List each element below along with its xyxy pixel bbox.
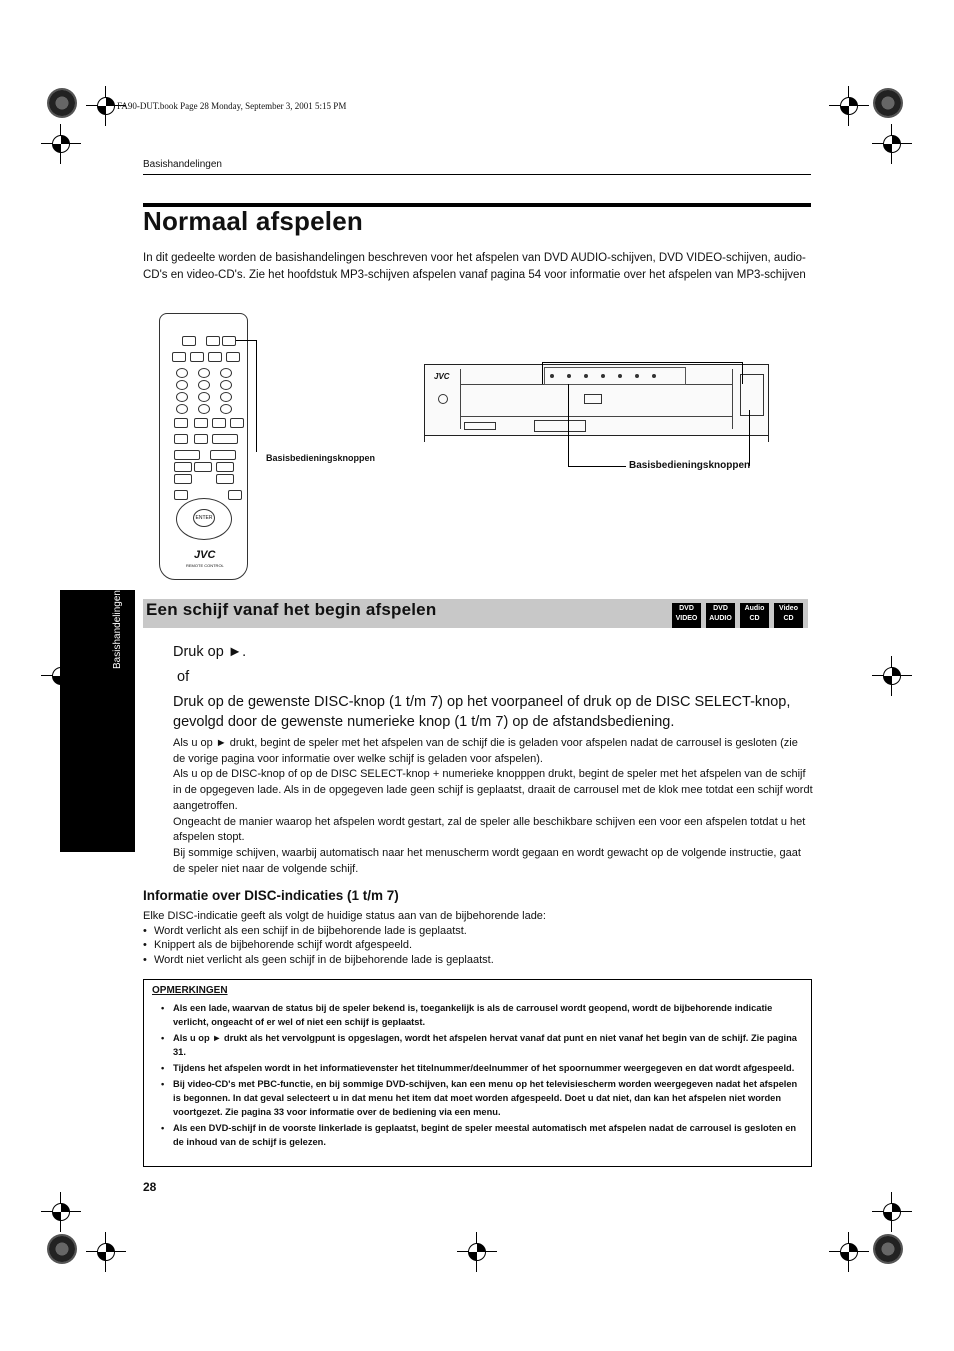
note-item: • Als u op ► drukt als het vervolgpunt is opgeslagen, wordt het afspelen hervat vanaf dat punt en niet vanaf het begin van de schijf. Zie pagina 31.	[161, 1032, 801, 1059]
remote-brand: JVC	[194, 549, 216, 561]
callout-line	[749, 410, 750, 466]
note-item: • Als een lade, waarvan de status bij de speler bekend is, toegankelijk is als de carrousel wordt geopend, wordt de bijbehorende indicatie verlicht, ongeacht of er wel of niet een schijf is geplaatst.	[161, 1002, 801, 1029]
page-number: 28	[143, 1180, 157, 1194]
disc-info	[143, 909, 803, 968]
step-explanation	[173, 736, 813, 877]
video-cd-badge-icon: Video CD	[774, 603, 803, 628]
page-title: Normaal afspelen	[143, 206, 363, 236]
intro-paragraph: In dit gedeelte worden de basishandelingen beschreven voor het afspelen van DVD AUDIO-schijven, DVD VIDEO-schijven, audio-CD's en video-CD's. Zie het hoofdstuk MP3-schijven afspelen vanaf pagina 54 voor informatie over het afspelen van MP3-schijven	[143, 252, 806, 281]
side-tab-label: Basishandelingen	[112, 590, 123, 669]
audio-cd-badge-icon: Audio CD	[740, 603, 769, 628]
crop-mark-icon	[872, 656, 912, 696]
step-play: Druk op ►.	[173, 644, 247, 660]
section-title: Een schijf vanaf het begin afspelen	[146, 600, 437, 619]
remote-caption: REMOTE CONTROL	[186, 563, 224, 568]
callout-line	[256, 340, 257, 452]
file-info: FA90-DUT.book Page 28 Monday, September 3, 2001 5:15 PM	[117, 101, 347, 111]
disc-info-lead: Elke DISC-indicatie geeft als volgt de huidige status aan van de bijbehorende lade:	[143, 910, 546, 922]
paragraph: Als u op ► drukt, begint de speler met het afspelen van de schijf die is geladen voor afspelen nadat de carrousel is gesloten (zie de vorige pagina voor informatie over welke schijf is geladen voor afspelen).	[173, 737, 798, 765]
dvd-audio-badge-icon: DVD AUDIO	[706, 603, 735, 628]
registration-dot-icon	[47, 1234, 77, 1264]
callout-line	[568, 384, 569, 466]
dvd-video-badge-icon: DVD VIDEO	[672, 603, 701, 628]
dvd-player-illustration	[424, 364, 767, 442]
step-or: of	[177, 669, 190, 685]
list-item: • Knippert als de bijbehorende schijf wordt afgespeeld.	[143, 938, 803, 953]
callout-line	[542, 362, 543, 384]
remote-control-illustration: ENTER JVC REMOTE CONTROL	[159, 313, 248, 580]
list-item: • Wordt verlicht als een schijf in de bijbehorende lade is geplaatst.	[143, 924, 803, 939]
player-brand: JVC	[434, 372, 450, 381]
crop-mark-icon	[829, 1232, 869, 1272]
crop-mark-icon	[457, 1232, 497, 1272]
step-disc-select: Druk op de gewenste DISC-knop (1 t/m 7) op het voorpaneel of druk op de DISC SELECT-knop, gevolgd door de gewenste numerieke knop (1 t/m 7) op de afstandsbediening.	[173, 694, 791, 730]
notes-box	[143, 979, 812, 1167]
note-item: • Tijdens het afspelen wordt in het informatievenster het titelnummer/deelnummer of het spoornummer weergegeven en dat wordt afgespeeld.	[161, 1062, 801, 1076]
registration-dot-icon	[873, 1234, 903, 1264]
disc-info-heading: Informatie over DISC-indicaties (1 t/m 7)	[143, 888, 399, 903]
note-item: • Bij video-CD's met PBC-functie, en bij sommige DVD-schijven, kan een menu op het televisiescherm worden weergegeven nadat het afspelen is begonnen. In dat geval selecteert u in dat menu het item dat moet worden afgespeeld. Doet u dat niet, dan kan het afspelen niet worden voortgezet. Zie pagina 33 voor informatie over de bediening via een menu.	[161, 1078, 801, 1119]
note-item: • Als een DVD-schijf in de voorste linkerlade is geplaatst, begint de speler meestal automatisch met afspelen nadat de carrousel is gesloten en de inhoud van de schijf is gelezen.	[161, 1122, 801, 1149]
player-callout-label: Basisbedieningsknoppen	[629, 460, 751, 471]
callout-line	[236, 340, 256, 341]
callout-line	[742, 362, 743, 384]
registration-dot-icon	[873, 88, 903, 118]
paragraph: Bij sommige schijven, waarbij automatisch naar het menuscherm wordt gegaan en wordt gewacht op de volgende instructie, gaat de speler niet naar de volgende schijf.	[173, 846, 801, 875]
crop-mark-icon	[41, 1192, 81, 1232]
running-header: Basishandelingen	[143, 159, 222, 170]
crop-mark-icon	[41, 124, 81, 164]
paragraph: Ongeacht de manier waarop het afspelen wordt gestart, zal de speler alle beschikbare schijven een voor een afspelen totdat u het afspelen stopt.	[173, 815, 806, 844]
notes-title: OPMERKINGEN	[152, 985, 228, 996]
callout-line	[542, 362, 742, 363]
header-rule	[143, 174, 811, 175]
callout-line	[568, 466, 626, 467]
paragraph: Als u op de DISC-knop of op de DISC SELECT-knop + numerieke knopppen drukt, begint de speler met het afspelen van de schijf in de opgegeven lade. Als in de opgegeven lade geen schijf is geplaatst, draait de carrousel met de klok mee totdat een schijf wordt aangetroffen.	[173, 768, 813, 812]
crop-mark-icon	[872, 1192, 912, 1232]
crop-mark-icon	[829, 86, 869, 126]
remote-callout-label: Basisbedieningsknoppen	[266, 453, 376, 463]
crop-mark-icon	[86, 1232, 126, 1272]
crop-mark-icon	[872, 124, 912, 164]
registration-dot-icon	[47, 88, 77, 118]
list-item: • Wordt niet verlicht als geen schijf in de bijbehorende lade is geplaatst.	[143, 953, 803, 968]
